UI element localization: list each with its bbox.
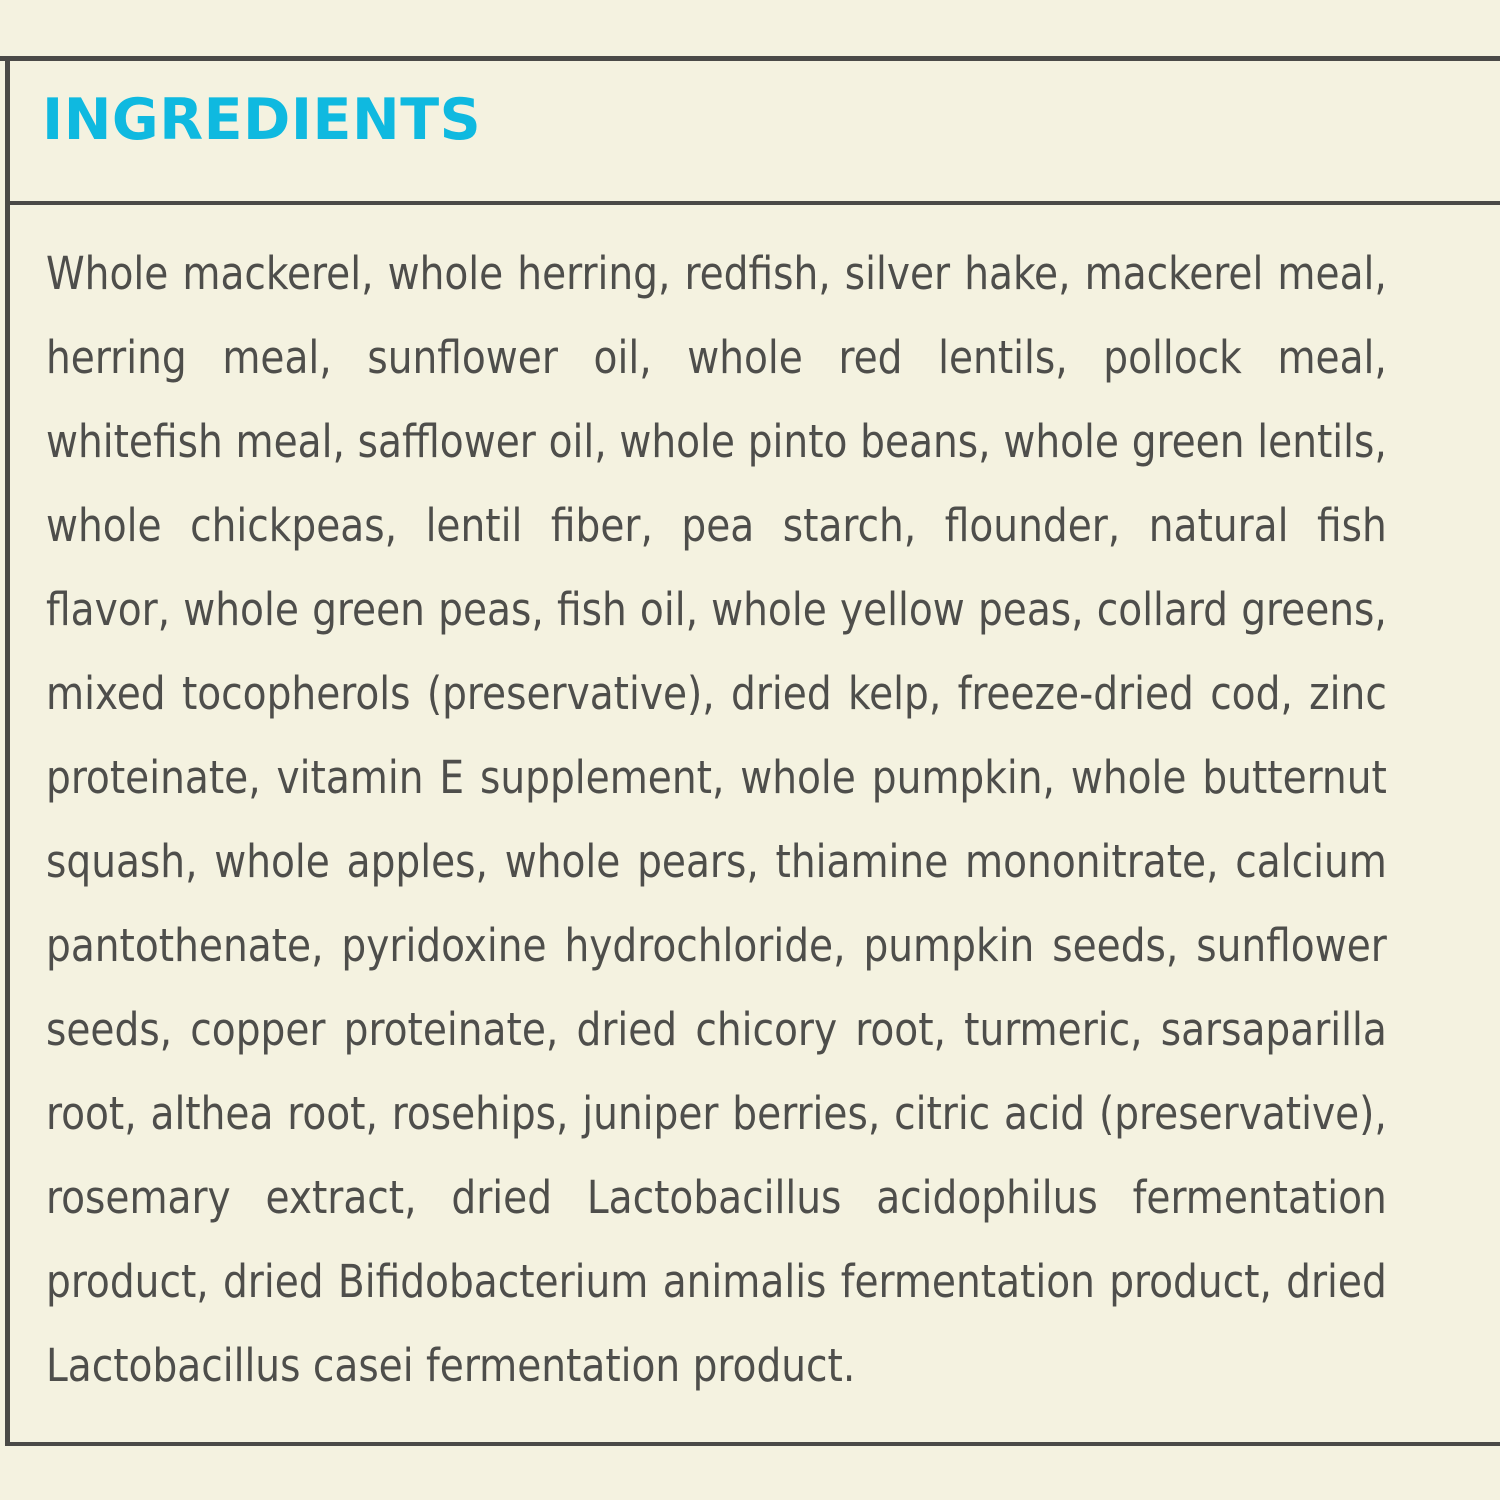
panel-left-divider	[5, 56, 10, 1446]
panel-top-divider	[0, 56, 1500, 61]
title-divider	[5, 201, 1500, 205]
ingredients-text: Whole mackerel, whole herring, redfish, silver hake, mackerel meal, herring meal, sunflower oil, whole red lentils, pollock meal, whitefish meal, safflower oil, whole pinto beans, whole green lentils, whole chickpeas, lentil fiber, pea starch, flounder, natural fish flavor, whole green peas, fish oil, whole yellow peas, collard greens, mixed tocopherols (preservative), dried kelp, freeze-dried cod, zinc proteinate, vitamin E supplement, whole pumpkin, whole butternut squash, whole apples, whole pears, thiamine mononitrate, calcium pantothenate, pyridoxine hydrochloride, pumpkin seeds, sunflower seeds, copper proteinate, dried chicory root, turmeric, sarsaparilla root, althea root, rosehips, juniper berries, citric acid (preservative), rosemary extract, dried Lactobacillus acidophilus fermentation product, dried Bifidobacterium animalis fermentation product, dried Lactobacillus casei fermentation product.	[46, 247, 1387, 1392]
panel-bottom-divider	[5, 1442, 1500, 1446]
section-title: INGREDIENTS	[42, 87, 482, 153]
